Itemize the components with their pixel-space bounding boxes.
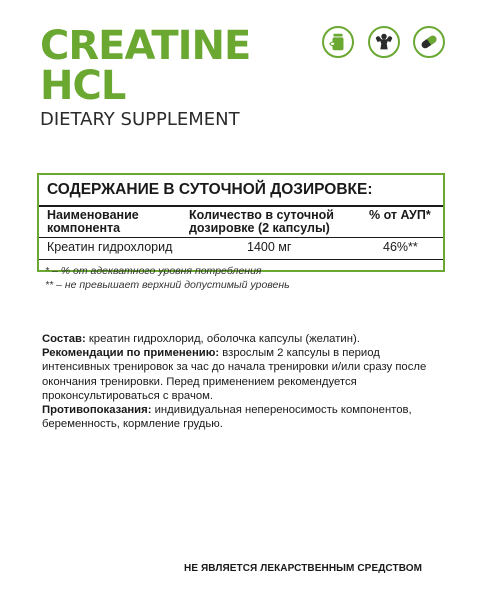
recommendations-paragraph: [42, 346, 442, 403]
facts-divider: [39, 205, 443, 207]
header-percent-aup: % от АУП*: [369, 208, 431, 222]
product-title-line2: HCL: [40, 63, 126, 109]
composition-label: Состав:: [42, 333, 86, 345]
footnote-upper-limit: ** – не превышает верхний допустимый уровень: [45, 279, 290, 291]
not-medicine-disclaimer: НЕ ЯВЛЯЕТСЯ ЛЕКАРСТВЕННЫМ СРЕДСТВОМ: [184, 563, 423, 574]
composition-paragraph: [42, 332, 442, 346]
header-component-name: Наименование компонента: [47, 208, 139, 235]
recommendations-text: взрослым 2 капсулы в период интенсивных тренировок за час до начала тренировки и/или сразу после окончания тренировки. Перед применением рекомендуется проконсультироваться с врачом.: [42, 347, 427, 402]
product-subtitle: DIETARY SUPPLEMENT: [40, 109, 240, 130]
facts-divider: [39, 259, 443, 260]
capsule-badge: [413, 26, 445, 58]
facts-title: СОДЕРЖАНИЕ В СУТОЧНОЙ ДОЗИРОВКЕ:: [47, 181, 373, 198]
bodybuilder-icon: [373, 31, 395, 53]
product-title-line1: CREATINE: [40, 23, 251, 69]
row-quantity: 1400 мг: [247, 240, 292, 254]
bodybuilder-badge: [368, 26, 400, 58]
contraindications-label: Противопоказания:: [42, 404, 152, 417]
supplement-facts-box: [37, 173, 445, 272]
composition-block: [42, 332, 442, 431]
row-percent: 46%**: [383, 240, 418, 254]
capsule-icon: [418, 31, 440, 53]
footnote-adequate-level: * – % от адекватного уровня потребления: [45, 265, 262, 277]
jar-badge: [322, 26, 354, 58]
composition-text: креатин гидрохлорид, оболочка капсулы (желатин).: [85, 333, 360, 345]
jar-supplement-icon: [327, 31, 349, 53]
header-daily-quantity: Количество в суточной дозировке (2 капсулы): [189, 208, 334, 235]
contraindications-text: индивидуальная непереносимость компонентов, беременность, кормление грудью.: [42, 404, 412, 431]
row-component-name: Креатин гидрохлорид: [47, 240, 173, 254]
recommendations-label: Рекомендации по применению:: [42, 347, 220, 360]
facts-divider: [39, 237, 443, 238]
contraindications-paragraph: [42, 403, 442, 431]
